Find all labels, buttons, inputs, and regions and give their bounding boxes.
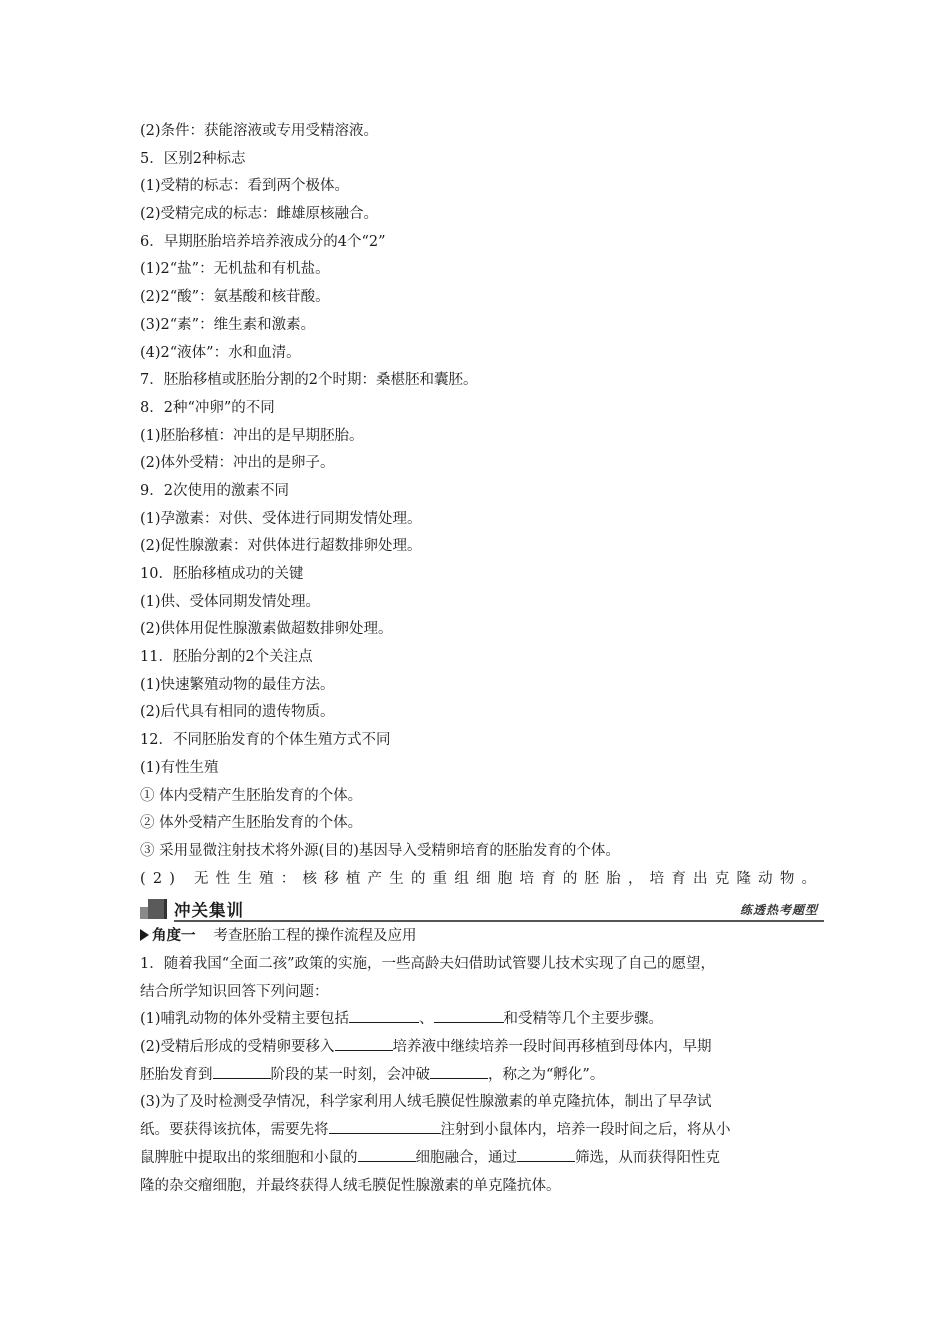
text-line: ② 体外受精产生胚胎发育的个体。 bbox=[140, 815, 363, 832]
text-line: (1)孕激素：对供、受体进行同期发情处理。 bbox=[140, 510, 422, 527]
section-heading: 9．2次使用的激素不同 bbox=[140, 482, 289, 499]
text-line: (1)胚胎移植：冲出的是早期胚胎。 bbox=[140, 427, 364, 444]
text-line: (2)条件：获能溶液或专用受精溶液。 bbox=[140, 123, 379, 139]
banner-subtitle: 练透热考题型 bbox=[739, 903, 818, 918]
text-line: (2)供体用促性腺激素做超数排卵处理。 bbox=[140, 621, 393, 638]
answer-blank[interactable] bbox=[329, 1118, 441, 1134]
text-line: (1)受精的标志：看到两个极体。 bbox=[140, 178, 350, 195]
section-banner bbox=[140, 895, 824, 923]
text-line: (2)受精完成的标志：雌雄原核融合。 bbox=[140, 206, 379, 223]
text-line: (2)2“酸”：氨基酸和核苷酸。 bbox=[140, 289, 330, 306]
angle-label: 角度一 bbox=[152, 928, 196, 945]
question-part-3: (3)为了及时检测受孕情况，科学家利用人绒毛膜促性腺激素的单克隆抗体，制出了早孕试 纸。要获得该抗体，需要先将 注射到小鼠体内，培养一段时间之后，将从小 鼠脾脏中提取出的浆细胞和小鼠的 细胞融合，通过 筛选，从而获得阳性克 隆的杂交瘤细胞，并最终获得人绒毛膜促性腺激素的单克隆抗体。 bbox=[140, 1094, 731, 1194]
text-line: ③ 采用显微注射技术将外源(目的)基因导入受精卵培育的胚胎发育的个体。 bbox=[140, 842, 620, 859]
answer-blank[interactable] bbox=[517, 1146, 575, 1162]
text-line: (1)2“盐”：无机盐和有机盐。 bbox=[140, 261, 330, 278]
answer-blank[interactable] bbox=[349, 1007, 419, 1023]
document-page bbox=[140, 118, 824, 1200]
answer-blank[interactable] bbox=[335, 1035, 393, 1051]
answer-blank[interactable] bbox=[430, 1063, 488, 1079]
section-heading: 5．区别2种标志 bbox=[140, 150, 246, 167]
text-line: (2)促性腺激素：对供体进行超数排卵处理。 bbox=[140, 538, 422, 555]
text-line: (4)2“液体”：水和血清。 bbox=[140, 344, 301, 361]
question-part-1: (1)哺乳动物的体外受精主要包括 、 和受精等几个主要步骤。 bbox=[140, 1006, 824, 1034]
play-triangle-icon bbox=[140, 929, 149, 941]
text-line: (3)2“素”：维生素和激素。 bbox=[140, 316, 316, 333]
question-block bbox=[140, 951, 824, 1200]
text-line: (1)有性生殖 bbox=[140, 759, 219, 776]
text-line: (1)供、受体同期发情处理。 bbox=[140, 593, 321, 610]
text-line: (1)快速繁殖动物的最佳方法。 bbox=[140, 676, 335, 693]
text-line: (2)后代具有相同的遗传物质。 bbox=[140, 704, 335, 721]
section-heading: 10．胚胎移植成功的关键 bbox=[140, 566, 304, 582]
banner-title: 冲关集训 bbox=[174, 901, 244, 921]
answer-blank[interactable] bbox=[213, 1063, 271, 1079]
angle-heading bbox=[140, 923, 824, 951]
section-heading: 11．胚胎分割的2个关注点 bbox=[140, 649, 313, 666]
section-heading: 6．早期胚胎培养培养液成分的4个“2” bbox=[140, 233, 386, 250]
section-heading: 8．2种“冲卵”的不同 bbox=[140, 399, 275, 416]
banner-underline bbox=[174, 920, 824, 922]
section-heading: 12．不同胚胎发育的个体生殖方式不同 bbox=[140, 732, 391, 749]
answer-blank[interactable] bbox=[434, 1007, 504, 1023]
banner-block-icon bbox=[140, 899, 164, 919]
text-line: (2)体外受精：冲出的是卵子。 bbox=[140, 455, 335, 472]
angle-text: 考查胚胎工程的操作流程及应用 bbox=[213, 928, 417, 945]
text-line: ① 体内受精产生胚胎发育的个体。 bbox=[140, 787, 363, 804]
text-line: (2) 无性生殖：核移植产生的重组细胞培育的胚胎，培育出克隆动物。 bbox=[140, 870, 824, 887]
section-heading: 7．胚胎移植或胚胎分割的2个时期：桑椹胚和囊胚。 bbox=[140, 372, 478, 389]
question-intro: 1．随着我国“全面二孩”政策的实施，一些高龄夫妇借助试管婴儿技术实现了自己的愿望， 结合所学知识回答下列问题： bbox=[140, 955, 716, 1000]
answer-blank[interactable] bbox=[358, 1146, 416, 1162]
banner-divider bbox=[164, 899, 167, 919]
question-part-2: (2)受精后形成的受精卵要移入 培养液中继续培养一段时间再移植到母体内，早期 胚胎发育到 阶段的某一时刻，会冲破 ，称之为“孵化”。 bbox=[140, 1034, 824, 1089]
